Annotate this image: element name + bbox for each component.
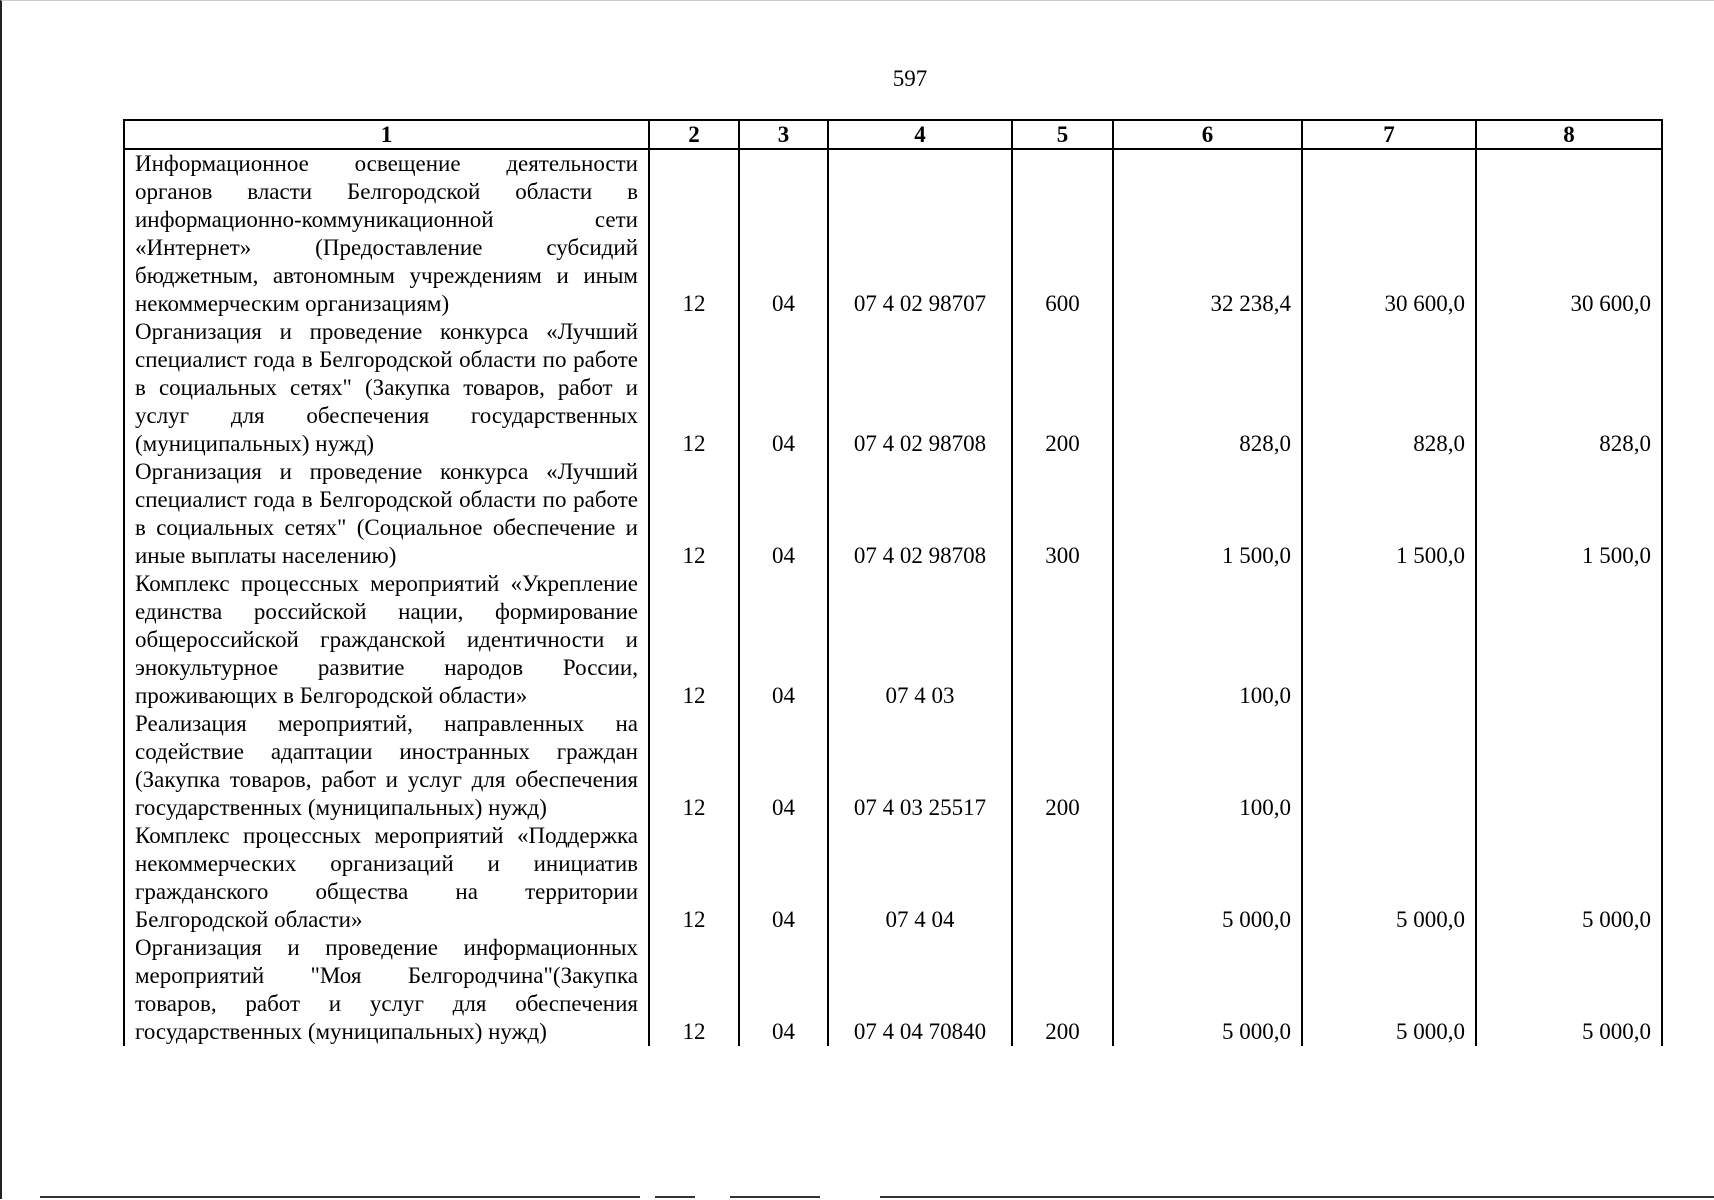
- section-code: 12: [649, 822, 739, 934]
- page-number: 597: [892, 66, 928, 91]
- row-description: Комплекс процессных мероприятий «Поддержка некоммерческих организаций и инициатив гражданского общества на территории Белгородской области»: [124, 822, 649, 934]
- amount-col-7: 1 500,0: [1302, 458, 1476, 570]
- amount-col-6: 1 500,0: [1113, 458, 1302, 570]
- amount-col-6: 5 000,0: [1113, 934, 1302, 1046]
- amount-col-7: 828,0: [1302, 318, 1476, 458]
- subsection-code: 04: [739, 934, 828, 1046]
- table-row: [124, 934, 1662, 1046]
- table-row: [124, 458, 1662, 570]
- amount-col-6: 32 238,4: [1113, 149, 1302, 318]
- expense-type-code: [1012, 570, 1113, 710]
- column-header-1: 1: [124, 120, 649, 149]
- section-code: 12: [649, 318, 739, 458]
- subsection-code: 04: [739, 822, 828, 934]
- column-header-7: 7: [1302, 120, 1476, 149]
- bottom-rule: [655, 1196, 695, 1198]
- amount-col-6: 100,0: [1113, 710, 1302, 822]
- subsection-code: 04: [739, 710, 828, 822]
- expense-type-code: 600: [1012, 149, 1113, 318]
- row-description: Организация и проведение информационных мероприятий "Моя Белгородчина"(Закупка товаров, работ и услуг для обеспечения государственных (муниципальных) нужд): [124, 934, 649, 1046]
- header-row: [124, 120, 1662, 149]
- table-row: [124, 318, 1662, 458]
- target-article-code: 07 4 04 70840: [828, 934, 1012, 1046]
- row-description: Организация и проведение конкурса «Лучший специалист года в Белгородской области по работе в социальных сетях" (Закупка товаров, работ и услуг для обеспечения государственных (муниципальных) нужд): [124, 318, 649, 458]
- expense-type-code: 300: [1012, 458, 1113, 570]
- subsection-code: 04: [739, 318, 828, 458]
- target-article-code: 07 4 02 98708: [828, 458, 1012, 570]
- amount-col-7: 30 600,0: [1302, 149, 1476, 318]
- amount-col-8: 1 500,0: [1476, 458, 1662, 570]
- amount-col-7: 5 000,0: [1302, 934, 1476, 1046]
- amount-col-8: 5 000,0: [1476, 934, 1662, 1046]
- subsection-code: 04: [739, 570, 828, 710]
- bottom-rule: [880, 1196, 1714, 1198]
- table-row: [124, 822, 1662, 934]
- column-header-5: 5: [1012, 120, 1113, 149]
- expense-type-code: 200: [1012, 710, 1113, 822]
- bottom-rule: [730, 1196, 820, 1198]
- column-header-2: 2: [649, 120, 739, 149]
- target-article-code: 07 4 02 98708: [828, 318, 1012, 458]
- amount-col-6: 5 000,0: [1113, 822, 1302, 934]
- column-header-6: 6: [1113, 120, 1302, 149]
- amount-col-7: 5 000,0: [1302, 822, 1476, 934]
- amount-col-8: 30 600,0: [1476, 149, 1662, 318]
- budget-table: [123, 119, 1663, 1046]
- section-code: 12: [649, 710, 739, 822]
- amount-col-6: 100,0: [1113, 570, 1302, 710]
- amount-col-7: [1302, 710, 1476, 822]
- amount-col-7: [1302, 570, 1476, 710]
- amount-col-8: 828,0: [1476, 318, 1662, 458]
- column-header-4: 4: [828, 120, 1012, 149]
- row-description: Информационное освещение деятельности органов власти Белгородской области в информационно-коммуникационной сети «Интернет» (Предоставление субсидий бюджетным, автономным учреждениям и иным некоммерческим организациям): [124, 149, 649, 318]
- target-article-code: 07 4 03: [828, 570, 1012, 710]
- row-description: Организация и проведение конкурса «Лучший специалист года в Белгородской области по работе в социальных сетях" (Социальное обеспечение и иные выплаты населению): [124, 458, 649, 570]
- section-code: 12: [649, 934, 739, 1046]
- expense-type-code: 200: [1012, 934, 1113, 1046]
- expense-type-code: [1012, 822, 1113, 934]
- subsection-code: 04: [739, 149, 828, 318]
- row-description: Реализация мероприятий, направленных на содействие адаптации иностранных граждан (Закупка товаров, работ и услуг для обеспечения государственных (муниципальных) нужд): [124, 710, 649, 822]
- column-header-8: 8: [1476, 120, 1662, 149]
- subsection-code: 04: [739, 458, 828, 570]
- amount-col-8: [1476, 710, 1662, 822]
- target-article-code: 07 4 04: [828, 822, 1012, 934]
- target-article-code: 07 4 03 25517: [828, 710, 1012, 822]
- column-header-3: 3: [739, 120, 828, 149]
- target-article-code: 07 4 02 98707: [828, 149, 1012, 318]
- table-row: [124, 710, 1662, 822]
- amount-col-8: [1476, 570, 1662, 710]
- expense-type-code: 200: [1012, 318, 1113, 458]
- amount-col-6: 828,0: [1113, 318, 1302, 458]
- table-row: [124, 149, 1662, 318]
- amount-col-8: 5 000,0: [1476, 822, 1662, 934]
- bottom-rule: [40, 1196, 640, 1198]
- section-code: 12: [649, 458, 739, 570]
- row-description: Комплекс процессных мероприятий «Укрепление единства российской нации, формирование общероссийской гражданской идентичности и энокультурное развитие народов России, проживающих в Белгородской области»: [124, 570, 649, 710]
- table-row: [124, 570, 1662, 710]
- section-code: 12: [649, 570, 739, 710]
- section-code: 12: [649, 149, 739, 318]
